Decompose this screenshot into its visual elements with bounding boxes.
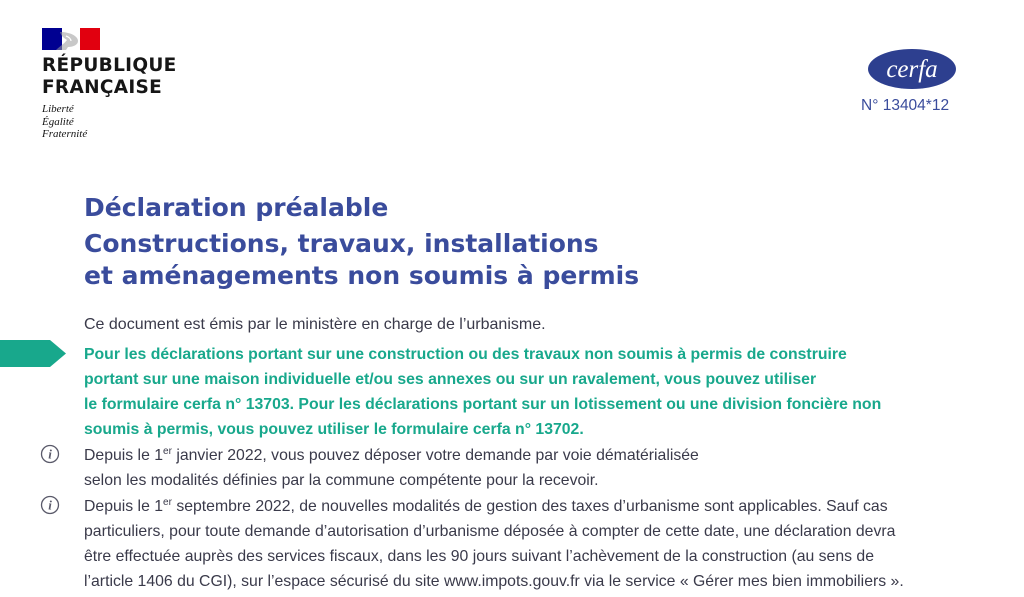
republique-francaise-logo — [42, 28, 177, 141]
cerfa-number: N° 13404*12 — [861, 97, 950, 114]
motto-egalite: Égalité — [42, 115, 74, 128]
teal-notice-line: Pour les déclarations portant sur une construction ou des travaux non soumis à permis de construire — [84, 346, 847, 363]
arrow-tab-icon — [0, 340, 66, 367]
teal-notice-line: soumis à permis, vous pouvez utiliser le formulaire cerfa n° 13702. — [84, 421, 584, 438]
teal-notice-line: portant sur une maison individuelle et/ou ses annexes ou sur un ravalement, vous pouvez utiliser — [84, 371, 817, 388]
info1-line-1: Depuis le 1er janvier 2022, vous pouvez déposer votre demande par voie dématérialisée — [84, 446, 699, 464]
cerfa-block — [856, 48, 968, 115]
intro-text: Ce document est émis par le ministère en charge de l’urbanisme. — [84, 316, 546, 333]
teal-notice-line: le formulaire cerfa n° 13703. Pour les déclarations portant sur un lotissement ou une division foncière non — [84, 396, 882, 413]
info2-line-1: Depuis le 1er septembre 2022, de nouvelles modalités de gestion des taxes d’urbanisme sont applicables. Sauf cas — [84, 497, 888, 515]
subtitle-line-1: Constructions, travaux, installations — [84, 229, 599, 258]
marianne-flag-icon — [42, 28, 100, 50]
info2-line-2: particuliers, pour toute demande d’autorisation d’urbanisme déposée à compter de cette date, une déclaration devra — [84, 523, 896, 540]
republique-line: RÉPUBLIQUE — [42, 55, 177, 76]
svg-text:i: i — [48, 446, 52, 462]
teal-notice — [84, 342, 984, 442]
info-icon — [40, 444, 60, 464]
subtitle-line-2: et aménagements non soumis à permis — [84, 261, 640, 290]
info2-line-3: être effectuée auprès des services fiscaux, dans les 90 jours suivant l’achèvement de la construction (au sens de — [84, 548, 874, 565]
motto-fraternite: Fraternité — [42, 128, 88, 140]
cerfa-logo-text: cerfa — [886, 56, 938, 83]
francaise-line: FRANÇAISE — [42, 77, 163, 98]
info-icon — [40, 495, 60, 515]
info1-line-2: selon les modalités définies par la commune compétente pour la recevoir. — [84, 472, 599, 489]
svg-text:i: i — [48, 497, 52, 513]
info2-line-4: l’article 1406 du CGI), sur l’espace sécurisé du site www.impots.gouv.fr via le service « Gérer mes bien immobiliers ». — [84, 573, 904, 590]
cerfa-logo — [867, 48, 957, 90]
page-title: Déclaration préalable — [84, 193, 389, 222]
motto-liberte: Liberté — [42, 103, 74, 115]
form-titles — [84, 192, 639, 292]
